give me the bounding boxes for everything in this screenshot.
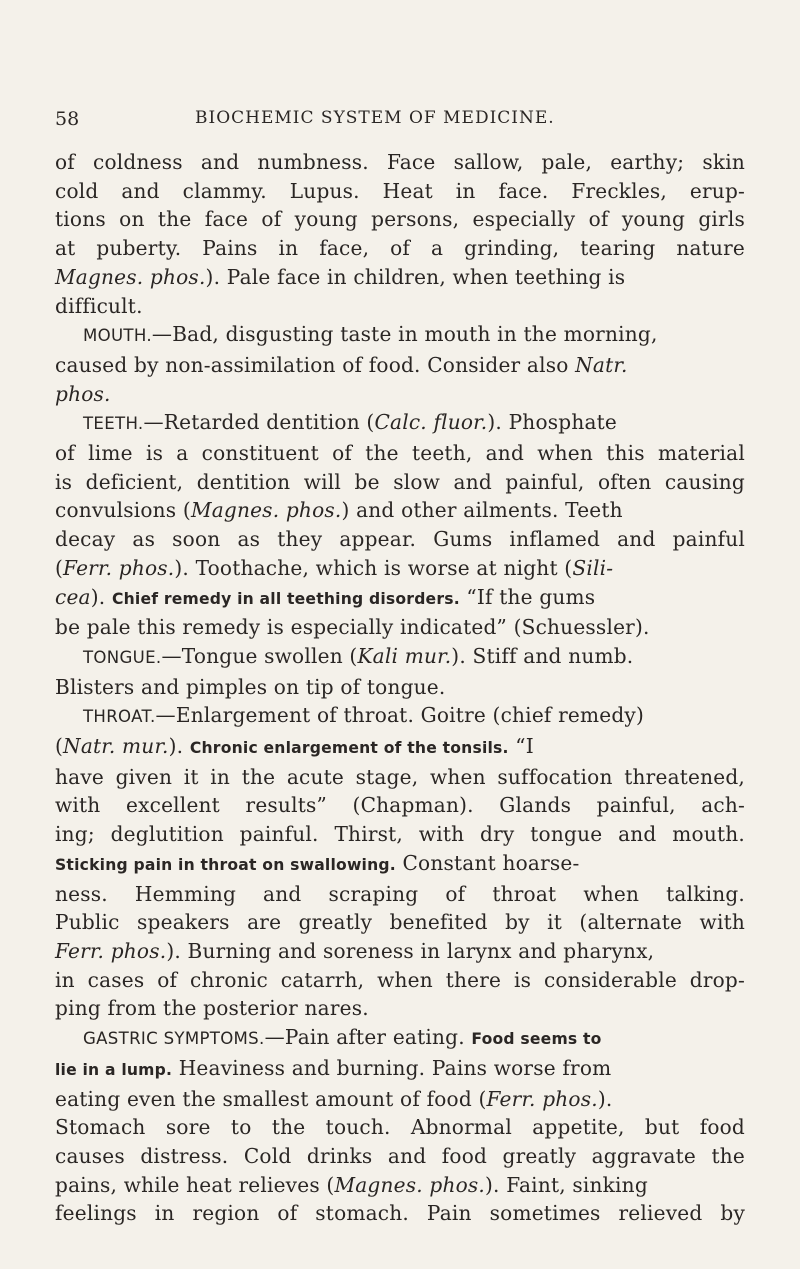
text-line: have given it in the acute stage, when suffocation threatened, [55,764,745,789]
page-number: 58 [55,108,80,130]
body-text [55,148,745,1228]
remedy-ref: Magnes. phos. [190,498,342,523]
text-line: pains, while heat relieves (Magnes. phos.). Faint, sinking [55,1172,648,1197]
remedy-ref: Calc. fluor. [374,410,488,435]
section-heading: TEETH. [83,414,144,434]
remedy-ref: Ferr. phos. [486,1086,598,1111]
remedy-ref: cea [55,584,91,609]
text-line: Magnes. phos.). Pale face in children, when teething is [55,264,626,289]
emphasis-text: Chronic enlargement of the tonsils. [189,739,509,758]
remedy-ref: Ferr. phos. [55,938,167,963]
text-line: Blisters and pimples on tip of tongue. [55,674,446,699]
section-gastric: GASTRIC SYMPTOMS.—Pain after eating. Food seems to [83,1025,602,1050]
remedy-ref: Natr. [575,352,628,377]
text-line: ness. Hemming and scraping of throat when talking. [55,881,745,906]
remedy-ref: phos. [55,381,111,406]
section-heading: GASTRIC SYMPTOMS. [83,1029,265,1049]
text-line: difficult. [55,293,143,318]
text-line: cold and clammy. Lupus. Heat in face. Freckles, erup- [55,178,745,203]
text-line: at puberty. Pains in face, of a grinding, tearing nature [55,236,745,261]
section-heading: THROAT. [83,707,156,727]
text-line: in cases of chronic catarrh, when there is considerable drop- [55,967,745,992]
running-title: BIOCHEMIC SYSTEM OF MEDICINE. [195,108,555,128]
text-line: decay as soon as they appear. Gums inflamed and painful [55,527,745,552]
remedy-ref: Sili- [572,555,614,580]
text-line: (Ferr. phos.). Toothache, which is worse at night (Sili- [55,555,614,580]
section-heading: MOUTH. [83,326,152,346]
text-line: eating even the smallest amount of food (Ferr. phos.). [55,1086,613,1111]
emphasis-text: lie in a lump. [55,1060,173,1079]
text-line [55,380,745,409]
emphasis-text: Sticking pain in throat on swallowing. [55,855,396,874]
text-line: ing; deglutition painful. Thirst, with dry tongue and mouth. [55,822,745,847]
text-line: be pale this remedy is especially indicated” (Schuessler). [55,615,650,640]
section-mouth: MOUTH.—Bad, disgusting taste in mouth in the morning, [83,322,658,347]
text-line: causes distress. Cold drinks and food greatly aggravate the [55,1143,745,1168]
text-line: of coldness and numbness. Face sallow, pale, earthy; skin [55,150,745,174]
section-heading: TONGUE. [83,647,162,667]
text-line: with excellent results” (Chapman). Glands painful, ach- [55,793,745,818]
text-line: feelings in region of stomach. Pain sometimes relieved by [55,1201,745,1226]
emphasis-text: Chief remedy in all teething disorders. [111,589,460,608]
section-throat: THROAT.—Enlargement of throat. Goitre (chief remedy) [83,703,645,728]
text-line: Ferr. phos.). Burning and soreness in larynx and pharynx, [55,938,655,963]
text-line: lie in a lump. Heaviness and burning. Pains worse from [55,1055,612,1080]
text-line: (Natr. mur.). Chronic enlargement of the tonsils. “I [55,734,534,759]
emphasis-text: Food seems to [471,1030,602,1049]
text-line: ping from the posterior nares. [55,996,369,1021]
remedy-ref: Kali mur. [357,643,452,668]
text-line: Sticking pain in throat on swallowing. Constant hoarse- [55,850,580,875]
section-tongue: TONGUE.—Tongue swollen (Kali mur.). Stiff and numb. [83,643,634,668]
text-line: caused by non-assimilation of food. Consider also Natr. [55,352,628,377]
remedy-ref: Magnes. phos. [334,1172,486,1197]
text-line: tions on the face of young persons, especially of young girls [55,207,745,232]
remedy-ref: Magnes. phos. [55,264,206,289]
remedy-ref: Natr. mur. [63,734,169,759]
text-line: of lime is a constituent of the teeth, and when this material [55,441,745,466]
text-line: Public speakers are greatly benefited by it (alternate with [55,910,745,935]
text-line: cea). Chief remedy in all teething disorders. “If the gums [55,584,596,609]
section-teeth: TEETH.—Retarded dentition (Calc. fluor.). Phosphate [83,410,618,435]
text-line: convulsions (Magnes. phos.) and other ailments. Teeth [55,498,623,523]
text-line: is deficient, dentition will be slow and painful, often causing [55,469,745,494]
text-line: Stomach sore to the touch. Abnormal appetite, but food [55,1115,745,1140]
remedy-ref: Ferr. phos. [63,555,175,580]
